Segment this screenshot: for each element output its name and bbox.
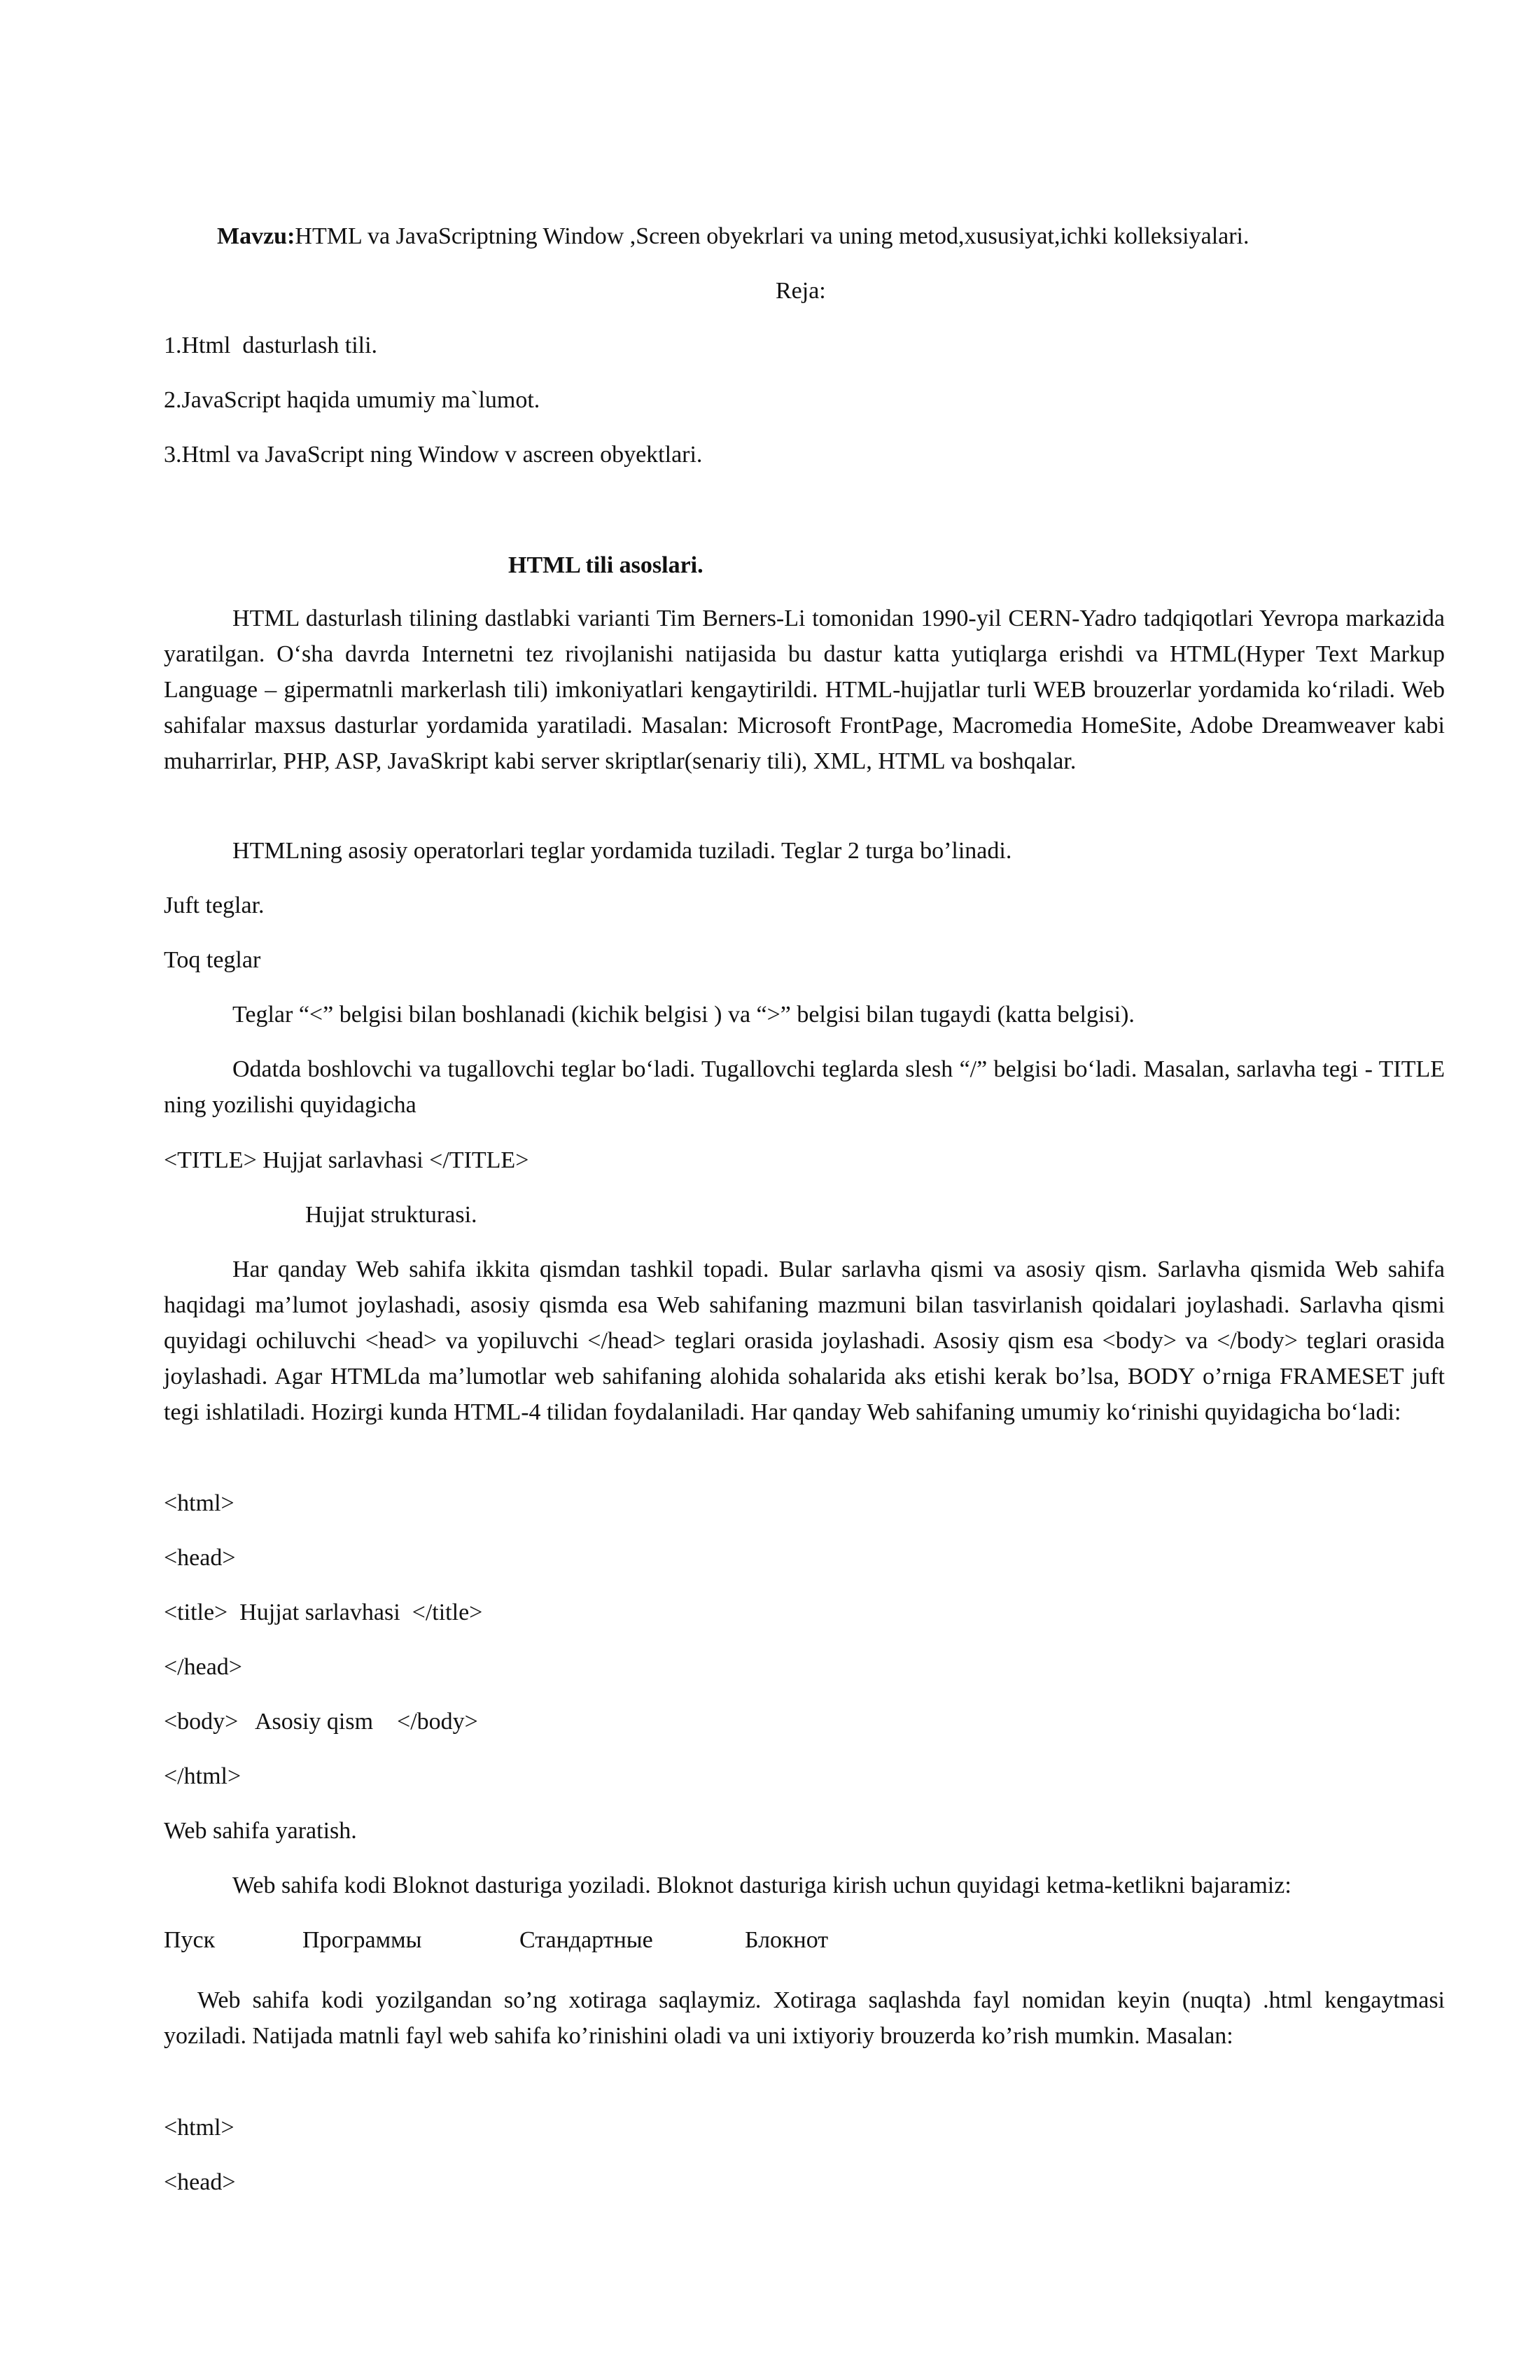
menu-path-item: Стандартные <box>519 1927 653 1953</box>
paragraph-text: Odatda boshlovchi va tugallovchi teglar bo‘ladi. Tugallovchi teglarda slesh “/” belgisi bo‘ladi. Masalan, sarlavha tegi - TITLE ning yozilishi quyidagicha <box>164 1056 1445 1118</box>
paragraph <box>164 1252 1445 1430</box>
code-line: </head> <box>164 1654 242 1680</box>
menu-path-item: Программы <box>302 1927 422 1953</box>
paragraph-text: Web sahifa kodi yozilgandan so’ng xotiraga saqlaymiz. Xotiraga saqlashda fayl nomidan keyin (nuqta) .html kengaytmasi yoziladi. Natijada matnli fayl web sahifa ko’rinishini oladi va uni ixtiyoriy brouzerda ko’rish mumkin. Masalan: <box>164 1987 1445 2049</box>
list-item: Juft teglar. <box>164 892 265 918</box>
plan-item: 2.JavaScript haqida umumiy ma`lumot. <box>164 387 540 413</box>
menu-path <box>164 1922 1144 1958</box>
code-line: <head> <box>164 2169 236 2195</box>
paragraph: Teglar “<” belgisi bilan boshlanadi (kichik belgisi ) va “>” belgisi bilan tugaydi (katta belgisi). <box>232 1002 1135 1028</box>
code-line: </html> <box>164 1763 241 1789</box>
title-label: Mavzu: <box>217 223 295 249</box>
paragraph: Web sahifa kodi Bloknot dasturiga yoziladi. Bloknot dasturiga kirish uchun quyidagi ketma-ketlikni bajaramiz: <box>232 1872 1292 1898</box>
code-line: <html> <box>164 1490 234 1516</box>
code-line: <head> <box>164 1545 236 1571</box>
title-text: HTML va JavaScriptning Window ,Screen obyekrlari va uning metod,xususiyat,ichki kolleksiyalari. <box>295 223 1250 249</box>
paragraph-text: Har qanday Web sahifa ikkita qismdan tashkil topadi. Bular sarlavha qismi va asosiy qism. Sarlavha qismida Web sahifa haqidagi ma’lumot joylashadi, asosiy qismda esa Web sahifaning mazmuni bilan tasvirlanish qoidalari joylashadi. Sarlavha qismi quyidagi ochiluvchi <head> va yopiluvchi </head> teglari orasida joylashadi. Asosiy qism esa <body> va </body> teglari orasida joylashadi. Agar HTMLda ma’lumotlar web sahifaning alohida sohalarida aks etishi kerak bo’lsa, BODY o’rniga FRAMESET juft tegi ishlatiladi. Hozirgi kunda HTML-4 tilidan foydalaniladi. Har qanday Web sahifaning umumiy ko‘rinishi quyidagicha bo‘ladi: <box>164 1256 1445 1425</box>
document-title <box>217 218 1250 254</box>
list-item: Toq teglar <box>164 947 261 973</box>
code-line: <body> Asosiy qism </body> <box>164 1709 478 1735</box>
paragraph: HTMLning asosiy operatorlari teglar yordamida tuziladi. Teglar 2 turga bo’linadi. <box>232 838 1012 864</box>
code-example: <TITLE> Hujjat sarlavhasi </TITLE> <box>164 1147 529 1173</box>
plan-item: 3.Html va JavaScript ning Window v ascreen obyektlari. <box>164 442 703 468</box>
section-heading-web-page: Web sahifa yaratish. <box>164 1818 357 1844</box>
section-heading-html-basics: HTML tili asoslari. <box>508 552 704 578</box>
code-line: <html> <box>164 2115 234 2141</box>
paragraph-text: HTML dasturlash tilining dastlabki varianti Tim Berners-Li tomonidan 1990-yil CERN-Yadro tadqiqotlari Yevropa markazida yaratilgan. O‘sha davrda Internetni tez rivojlanishi natijasida bu dastur katta yutiqlarga erishdi va HTML(Hyper Text Markup Language – gipermatnli markerlash tili) imkoniyatlari kengaytirildi. HTML-hujjatlar turli WEB brouzerlar yordamida ko‘riladi. Web sahifalar maxsus dasturlar yordamida yaratiladi. Masalan: Microsoft FrontPage, Macromedia HomeSite, Adobe Dreamweaver kabi muharrirlar, PHP, ASP, JavaSkript kabi server skriptlar(senariy tili), XML, HTML va boshqalar. <box>164 606 1445 774</box>
paragraph <box>164 601 1445 779</box>
menu-path-item: Блокнот <box>745 1927 829 1953</box>
code-line: <title> Hujjat sarlavhasi </title> <box>164 1600 483 1625</box>
paragraph <box>164 1982 1445 2054</box>
paragraph <box>164 1051 1445 1123</box>
plan-heading: Reja: <box>776 278 826 304</box>
menu-path-item: Пуск <box>164 1927 216 1953</box>
plan-item: 1.Html dasturlash tili. <box>164 332 378 358</box>
section-heading-structure: Hujjat strukturasi. <box>305 1202 477 1228</box>
